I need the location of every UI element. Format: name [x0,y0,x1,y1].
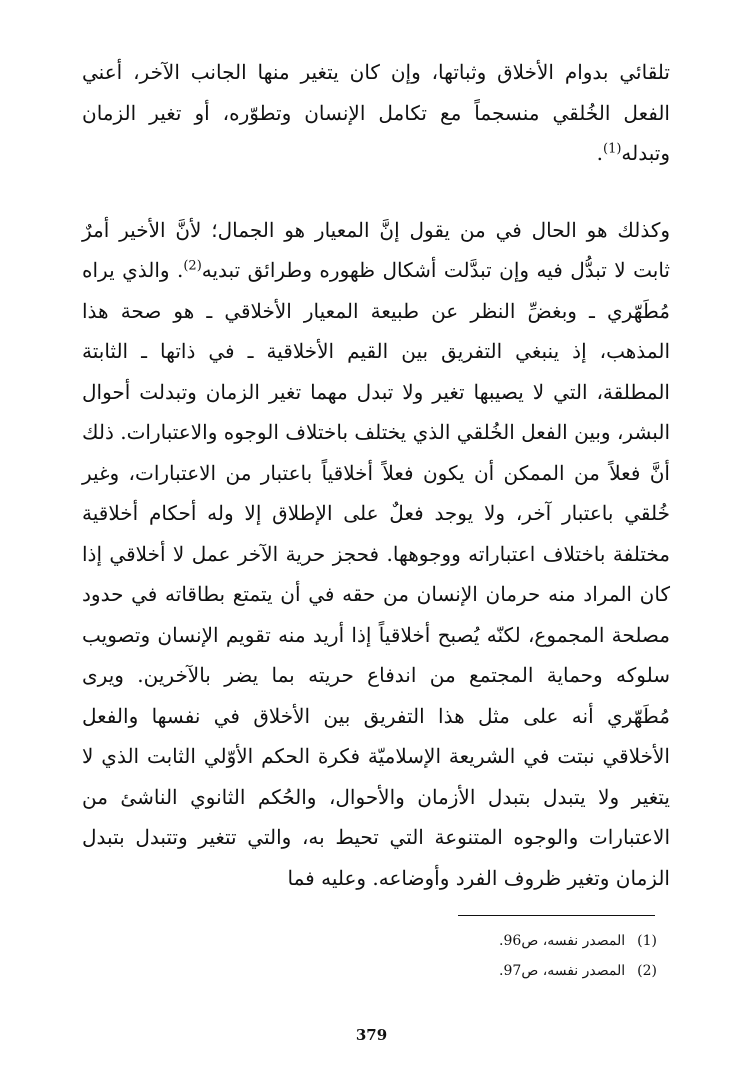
paragraph-1-text: تلقائي بدوام الأخلاق وثباتها، وإن كان يتغير منها الجانب الآخر، أعني الفعل الخُلقي منسجماً مع تكامل الإنسان وتطوّره، أو تغير الزمان وتبدله [82,60,670,165]
page-number: 379 [355,1026,388,1044]
body-text [82,52,670,898]
footnote-ref-2[interactable]: (2) [183,258,202,274]
footnote-separator [458,915,655,916]
paragraph-2-text: وكذلك هو الحال في من يقول إنَّ المعيار هو الجمال؛ لأنَّ الأخير أمرٌ ثابت لا تبدُّل فيه وإن تبدَّلت أشكال ظهوره وطرائق تبديه [82,217,670,282]
paragraph-1-text-end: . [596,141,603,165]
paragraph-2-text-cont: . والذي يراه مُطَهّري ـ وبغضِّ النظر عن طبيعة المعيار الأخلاقي ـ هو صحة هذا المذهب، إذ ينبغي التفريق بين القيم الأخلاقية ـ في ذاتها ـ الثابتة المطلقة، التي لا يصيبها تغير ولا تبدل مهما تغير الزمان وتبدلت أحوال البشر، وبين الفعل الخُلقي الذي يختلف باختلاف الوجوه والاعتبارات. ذلك أنَّ فعلاً من الممكن أن يكون فعلاً أخلاقياً باعتبار من الاعتبارات، وغير خُلقي باعتبار آخر، ولا يوجد فعلٌ على الإطلاق إلا وله أحكام أخلاقية مختلفة باختلاف اعتباراته ووجوهها. فحجز حرية الآخر عمل لا أخلاقي إذا كان المراد منه حرمان الإنسان من حقه في أن يتمتع بطاقاته في حدود مصلحة المجموع، لكنّه يُصبح أخلاقياً إذا أريد منه تقويم الإنسان وتصويب سلوكه وحماية المجتمع من اندفاع حريته بما يضر بالآخرين. ويرى مُطَهّري أنه على مثل هذا التفريق بين الأخلاق في نفسها والفعل الأخلاقي نبتت في الشريعة الإسلاميّة فكرة الحكم الأوّلي الثابت الذي لا يتغير ولا يتبدل بتبدل الأزمان والأحوال، والحُكم الثانوي الناشئ من الاعتبارات والوجوه المتنوعة التي تحيط به، والتي تتغير وتتبدل بتبدل الزمان وتغير ظروف الفرد وأوضاعه. وعليه فما [82,258,670,890]
footnotes [357,926,657,986]
footnote-1 [357,926,657,956]
paragraph-2 [82,210,670,899]
footnote-ref-1[interactable]: (1) [602,141,622,157]
footnote-2 [357,956,657,986]
footnote-1-number: (1) [637,933,657,949]
footnote-1-text: المصدر نفسه، ص96. [499,933,626,949]
footnote-2-text: المصدر نفسه، ص97. [499,963,626,979]
paragraph-1 [82,52,670,174]
footnote-2-number: (2) [637,963,657,979]
